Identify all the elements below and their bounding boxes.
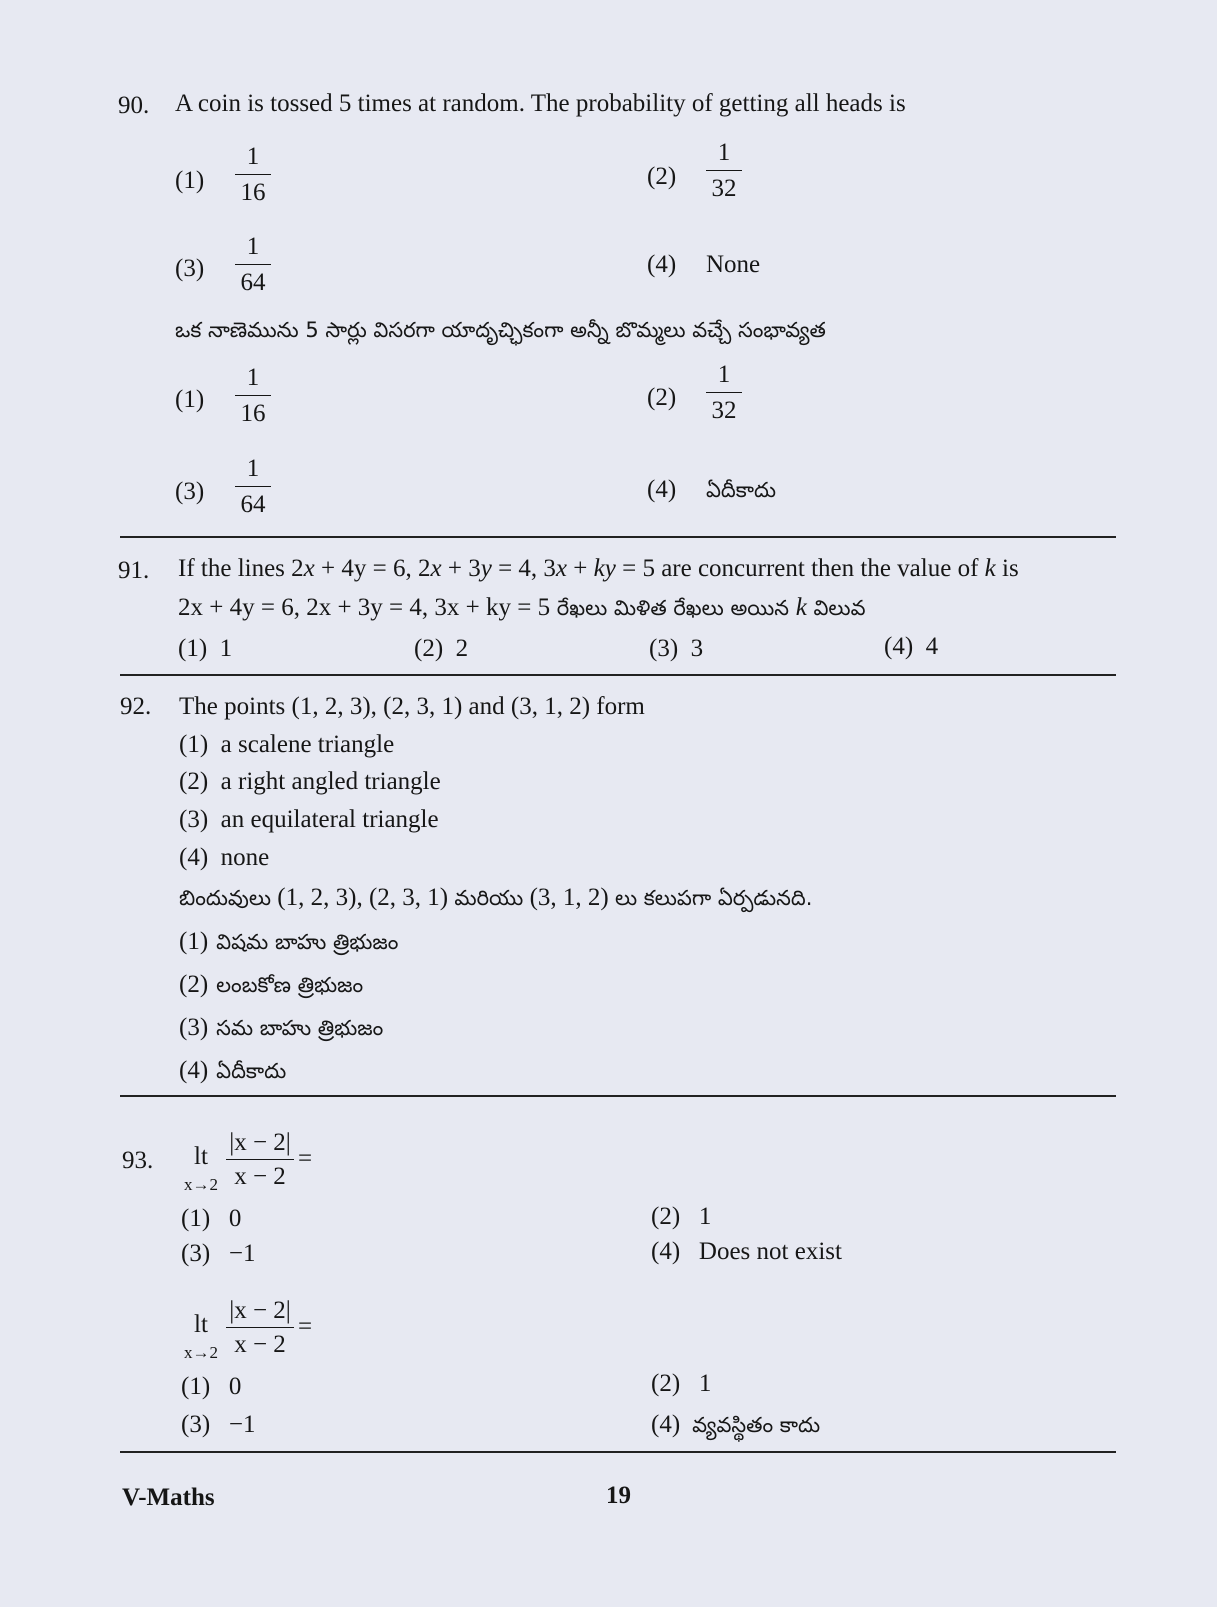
q93-en-opt3 xyxy=(181,1239,256,1269)
fraction-numerator: 1 xyxy=(717,139,731,166)
q93-en-opt4 xyxy=(651,1237,842,1267)
limit-fraction xyxy=(226,1297,294,1359)
option-text: 4 xyxy=(925,633,939,660)
equals-sign: = xyxy=(298,1145,313,1172)
option-text: 1 xyxy=(698,1370,712,1397)
q90-te-opt2-fraction xyxy=(702,360,746,426)
q91-opt4 xyxy=(884,632,938,662)
math-variable: k xyxy=(984,555,996,582)
math-variable: x xyxy=(303,555,315,582)
q90-en-opt4-label: (4) xyxy=(647,251,677,278)
text-fragment: + 4y = 6, 2 xyxy=(314,555,431,582)
q90-te-opt4-label: (4) xyxy=(647,476,677,503)
fraction-bar xyxy=(235,174,271,175)
fraction-denominator: 32 xyxy=(711,175,737,202)
equation-text: 2x + 4y = 6, 2x + 3y = 4, 3x + ky = 5 xyxy=(178,594,551,621)
page-number: 19 xyxy=(606,1482,631,1509)
option-label: (3) xyxy=(179,806,209,833)
text-fragment: = 4, 3 xyxy=(491,555,556,582)
q90-en-opt2-label: (2) xyxy=(647,163,677,190)
option-label: (1) xyxy=(179,731,209,758)
option-text: వ్యవస్థితం కాదు xyxy=(692,1413,821,1437)
option-label: (2) xyxy=(414,635,444,662)
q90-te-opt2-label: (2) xyxy=(647,384,677,411)
q91-question-te xyxy=(178,593,866,623)
fraction-bar xyxy=(235,264,271,265)
option-label: (1) xyxy=(181,1373,211,1400)
q91-number: 91. xyxy=(118,557,150,584)
fraction-denominator: x − 2 xyxy=(234,1163,286,1190)
q92-te-opt4 xyxy=(179,1056,286,1086)
fraction-numerator: |x − 2| xyxy=(229,1129,291,1156)
q90-en-opt2-fraction xyxy=(702,138,746,204)
text-fragment: is xyxy=(995,555,1019,582)
q91-opt2 xyxy=(414,634,468,664)
divider xyxy=(120,1095,1116,1097)
q90-en-opt3-label: (3) xyxy=(175,255,205,282)
math-variable: x xyxy=(555,555,568,582)
text-fragment: If the lines 2 xyxy=(178,555,304,582)
fraction-numerator: |x − 2| xyxy=(229,1297,291,1324)
q92-te-opt3 xyxy=(179,1013,383,1043)
fraction-denominator: 32 xyxy=(711,397,737,424)
q92-en-opt1 xyxy=(179,730,394,760)
point-list: (3, 1, 2) xyxy=(523,884,615,911)
fraction-bar xyxy=(235,395,271,396)
option-text: −1 xyxy=(228,1411,256,1438)
option-text: లంబకోణ త్రిభుజం xyxy=(216,973,364,997)
equals-sign: = xyxy=(298,1313,313,1340)
q90-te-opt4-text: ఏదీకాదు xyxy=(706,478,777,502)
option-text: 0 xyxy=(228,1205,242,1232)
option-text: an equilateral triangle xyxy=(220,806,439,833)
option-text: −1 xyxy=(228,1240,256,1267)
limit-subscript: x→2 xyxy=(184,1175,218,1194)
option-label: (3) xyxy=(181,1240,211,1267)
telugu-text: రేఖలు మిళిత రేఖలు అయిన xyxy=(550,596,796,620)
limit-subscript: x→2 xyxy=(184,1343,218,1362)
q92-te-opt1 xyxy=(179,927,398,957)
option-text: సమ బాహు త్రిభుజం xyxy=(216,1016,384,1040)
option-label: (4) xyxy=(651,1411,681,1438)
fraction-bar xyxy=(235,486,271,487)
fraction-numerator: 1 xyxy=(246,455,260,482)
q90-en-opt3-fraction xyxy=(231,232,275,298)
option-label: (1) xyxy=(178,635,208,662)
option-label: (2) xyxy=(651,1203,681,1230)
fraction-denominator: 64 xyxy=(240,269,266,296)
telugu-text: బిందువులు xyxy=(179,886,272,910)
divider xyxy=(120,674,1116,676)
q92-te-opt2 xyxy=(179,970,363,1000)
q93-te-opt1 xyxy=(181,1372,241,1402)
q90-te-opt1-label: (1) xyxy=(175,386,205,413)
q93-te-opt3 xyxy=(181,1410,256,1440)
option-label: (3) xyxy=(179,1014,209,1041)
text-fragment: = 5 are concurrent then the value of xyxy=(615,555,985,582)
math-variable: y xyxy=(480,555,492,582)
q93-en-opt2 xyxy=(651,1202,711,1232)
q90-question-en: A coin is tossed 5 times at random. The probability of getting all heads is xyxy=(175,90,906,117)
option-text: విషమ బాహు త్రిభుజం xyxy=(216,930,399,954)
q91-opt1 xyxy=(178,634,232,664)
option-text: 1 xyxy=(219,635,233,662)
fraction-bar xyxy=(706,392,742,393)
fraction-numerator: 1 xyxy=(246,233,260,260)
q90-number: 90. xyxy=(118,92,150,119)
option-text: ఏదీకాదు xyxy=(216,1059,287,1083)
fraction-numerator: 1 xyxy=(246,364,260,391)
q91-question-en xyxy=(178,554,1019,584)
option-label: (1) xyxy=(179,928,209,955)
q93-te-opt2 xyxy=(651,1369,711,1399)
q90-question-te: ఒక నాణెమును 5 సార్లు విసరగా యాదృచ్ఛికంగా అన్నీ బొమ్మలు వచ్చే సంభావ్యత xyxy=(175,318,826,342)
option-text: none xyxy=(220,844,270,871)
fraction-denominator: 16 xyxy=(240,179,266,206)
telugu-text: విలువ xyxy=(806,596,866,620)
q92-question-te xyxy=(179,883,812,913)
option-text: 1 xyxy=(698,1203,712,1230)
q90-te-opt3-label: (3) xyxy=(175,478,205,505)
q90-en-opt4-text: None xyxy=(706,251,761,278)
telugu-text: మరియు xyxy=(454,886,524,910)
footer-subject: V-Maths xyxy=(122,1484,215,1511)
fraction-bar xyxy=(706,170,742,171)
option-label: (4) xyxy=(884,633,914,660)
q91-opt3 xyxy=(649,634,703,664)
fraction-denominator: 16 xyxy=(240,400,266,427)
option-text: a scalene triangle xyxy=(220,731,395,758)
text-fragment: + 3 xyxy=(441,555,481,582)
divider xyxy=(120,1451,1116,1453)
q92-en-opt3 xyxy=(179,805,439,835)
option-label: (4) xyxy=(179,844,209,871)
option-label: (4) xyxy=(179,1057,209,1084)
limit-operator: lt xyxy=(194,1143,208,1170)
option-text: 0 xyxy=(228,1373,242,1400)
text-fragment: + xyxy=(567,555,594,582)
fraction-numerator: 1 xyxy=(246,143,260,170)
limit-fraction xyxy=(226,1129,294,1191)
option-label: (4) xyxy=(651,1238,681,1265)
divider xyxy=(120,536,1116,538)
q90-en-opt1-fraction xyxy=(231,142,275,208)
fraction-denominator: x − 2 xyxy=(234,1331,286,1358)
option-text: 3 xyxy=(690,635,704,662)
q90-en-opt1-label: (1) xyxy=(175,167,205,194)
q92-en-opt4 xyxy=(179,843,269,873)
option-label: (2) xyxy=(651,1370,681,1397)
option-text: a right angled triangle xyxy=(220,768,441,795)
q93-te-opt4 xyxy=(651,1410,820,1440)
fraction-bar xyxy=(226,1327,294,1328)
math-variable: x xyxy=(430,555,442,582)
point-list: (1, 2, 3), (2, 3, 1) xyxy=(271,884,455,911)
option-label: (2) xyxy=(179,768,209,795)
telugu-text: లు కలుపగా ఏర్పడునది. xyxy=(614,886,813,910)
option-text: 2 xyxy=(455,635,469,662)
q93-number: 93. xyxy=(122,1147,154,1174)
q93-en-opt1 xyxy=(181,1204,241,1234)
option-label: (2) xyxy=(179,971,209,998)
option-label: (3) xyxy=(649,635,679,662)
q90-te-opt3-fraction xyxy=(231,454,275,520)
q92-question-en: The points (1, 2, 3), (2, 3, 1) and (3, 1, 2) form xyxy=(179,693,645,720)
fraction-bar xyxy=(226,1159,294,1160)
math-variable: ky xyxy=(593,555,616,582)
fraction-numerator: 1 xyxy=(717,361,731,388)
q92-en-opt2 xyxy=(179,767,441,797)
q90-te-opt1-fraction xyxy=(231,363,275,429)
math-variable: k xyxy=(795,594,807,621)
q92-number: 92. xyxy=(120,693,152,720)
option-label: (3) xyxy=(181,1411,211,1438)
fraction-denominator: 64 xyxy=(240,491,266,518)
option-text: Does not exist xyxy=(698,1238,842,1265)
limit-operator: lt xyxy=(194,1311,208,1338)
option-label: (1) xyxy=(181,1205,211,1232)
